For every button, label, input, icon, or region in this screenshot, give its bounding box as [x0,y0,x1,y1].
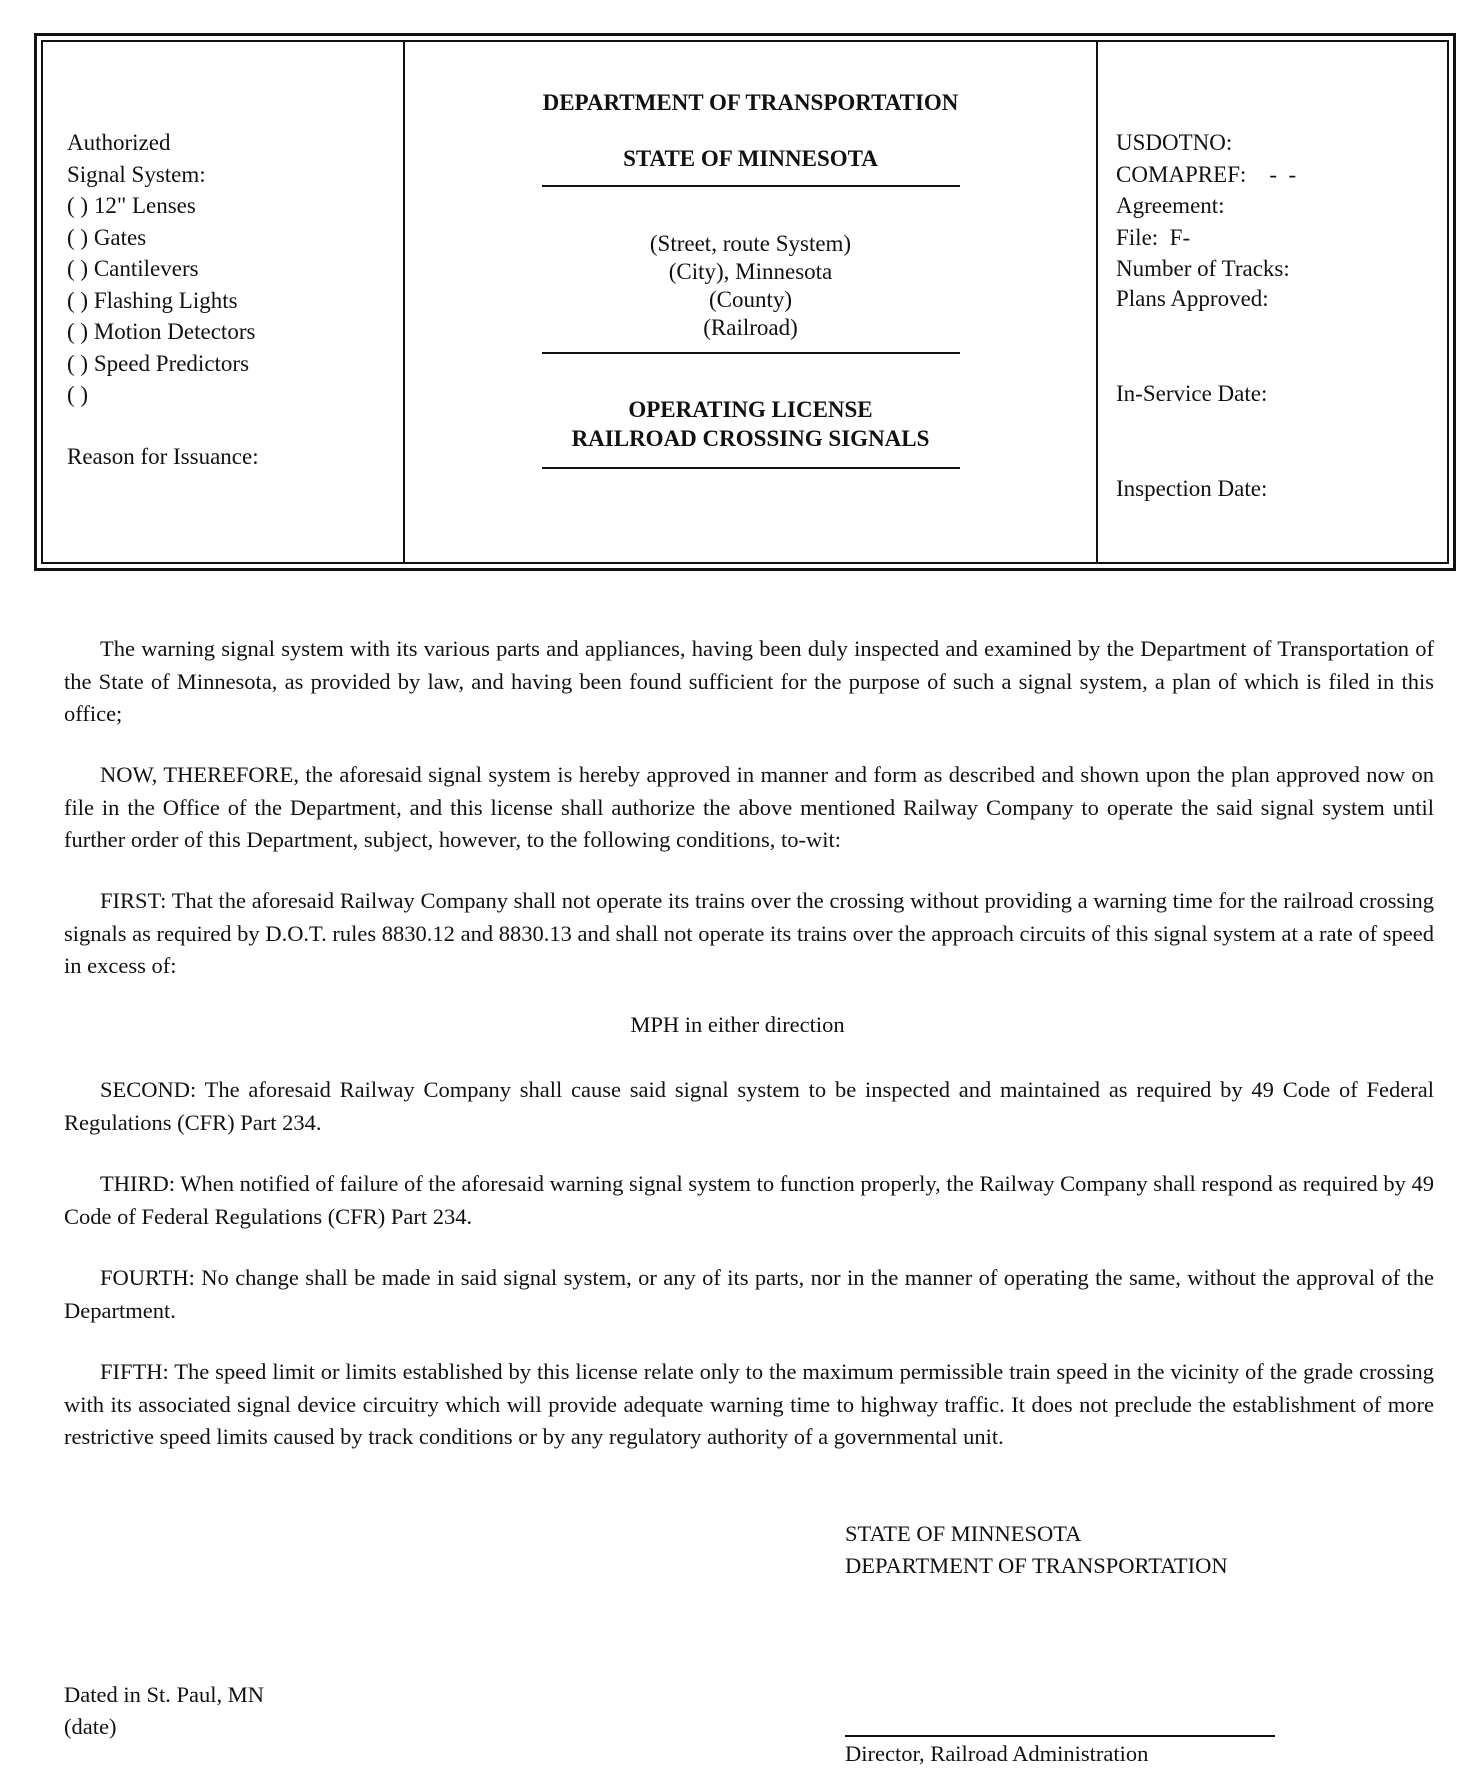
first-condition-paragraph: FIRST: That the aforesaid Railway Company shall not operate its trains over the crossing without providing a warning time for the railroad crossing signals as required by D.O.T. rules 8830.12 and 8830.13 and shall not operate its trains over the approach circuits of this signal system at a rate of speed in excess of: [64,888,1434,978]
fourth-condition-paragraph: FOURTH: No change shall be made in said signal system, or any of its parts, nor in the manner of operating the same, without the approval of the Department. [64,1265,1434,1323]
county-placeholder: (County) [708,287,793,312]
state-heading: STATE OF MINNESOTA [623,146,878,171]
street-route-placeholder: (Street, route System) [649,231,852,256]
signer-title: Director, Railroad Administration [845,1741,1149,1766]
signature-line[interactable] [845,1735,1275,1737]
speed-limit-line: MPH in either direction [630,1012,845,1037]
plans-approved-field: Plans Approved: [1116,286,1269,311]
agreement-field: Agreement: [1116,193,1225,218]
file-field: File: F- [1116,224,1191,250]
dated-block [64,1679,264,1743]
divider-line [542,185,960,187]
in-service-date-field: In-Service Date: [1116,381,1268,406]
agency-state-line: STATE OF MINNESOTA [845,1521,1082,1546]
inspection-date-field: Inspection Date: [1116,476,1268,501]
department-heading: DEPARTMENT OF TRANSPORTATION [542,90,959,115]
number-of-tracks-field: Number of Tracks: [1116,256,1290,281]
divider-line [542,467,960,469]
signal-system-title-line: Signal System: [67,161,206,187]
second-condition-paragraph: SECOND: The aforesaid Railway Company shall cause said signal system to be inspected and maintained as required by 49 Code of Federal Regulations (CFR) Part 234. [64,1077,1434,1135]
issuing-agency-block [845,1518,1228,1582]
checklist-item-other[interactable]: ( ) [67,382,89,407]
checklist-item-motion-detectors[interactable]: ( ) Motion Detectors [67,319,256,344]
signal-system-title-line: Authorized [67,130,171,155]
comapref-field: COMAPREF: - - [1116,161,1297,187]
checklist-item-flashing-lights[interactable]: ( ) Flashing Lights [67,287,238,313]
preamble-paragraph: The warning signal system with its various parts and appliances, having been duly inspected and examined by the Department of Transportation of the State of Minnesota, as provided by law, and having been found sufficient for the purpose of such a signal system, a plan of which is filed in this office; [64,636,1434,726]
license-header-box [34,33,1456,571]
license-title: OPERATING LICENSE [628,397,873,422]
date-placeholder: (date) [64,1714,117,1739]
license-title-block [405,395,1096,453]
license-subtitle: RAILROAD CROSSING SIGNALS [571,426,930,451]
checklist-item-speed-predictors[interactable]: ( ) Speed Predictors [67,350,250,376]
title-column [405,42,1098,562]
city-placeholder: (City), Minnesota [668,259,833,284]
checklist-item-gates[interactable]: ( ) Gates [67,224,147,250]
signal-system-column [43,42,405,562]
reference-column [1098,42,1447,562]
third-condition-paragraph: THIRD: When notified of failure of the aforesaid warning signal system to function properly, the Railway Company shall respond as required by 49 Code of Federal Regulations (CFR) Part 234. [64,1171,1434,1229]
railroad-placeholder: (Railroad) [703,315,798,340]
dated-location: Dated in St. Paul, MN [64,1682,264,1707]
reference-fields [1116,127,1296,285]
checklist-item-cantilevers[interactable]: ( ) Cantilevers [67,256,199,281]
signal-system-list [67,127,255,411]
fifth-condition-paragraph: FIFTH: The speed limit or limits established by this license relate only to the maximum permissible train speed in the vicinity of the grade crossing with its associated signal device circuitry which will provide adequate warning time to highway traffic. It does not preclude the establishment of more restrictive speed limits caused by track conditions or by any regulatory authority of a governmental unit. [64,1359,1434,1449]
usdotno-field: USDOTNO: [1116,130,1233,155]
agency-department-line: DEPARTMENT OF TRANSPORTATION [845,1553,1228,1578]
reason-for-issuance-label: Reason for Issuance: [67,444,259,469]
license-header-inner [41,40,1449,564]
checklist-item-lenses[interactable]: ( ) 12" Lenses [67,193,196,218]
location-block [405,230,1096,342]
approval-paragraph: NOW, THEREFORE, the aforesaid signal system is hereby approved in manner and form as described and shown upon the plan approved now on file in the Office of the Department, and this license shall authorize the above mentioned Railway Company to operate the said signal system until further order of this Department, subject, however, to the following conditions, to-wit: [64,762,1434,852]
divider-line [542,352,960,354]
